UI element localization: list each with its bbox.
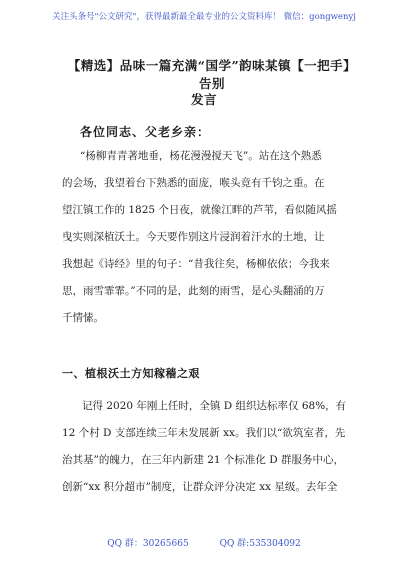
greeting: 各位同志、父老乡亲： xyxy=(80,125,211,139)
document-title-line1: 【精选】品味一篇充满“国学”韵味某镇【一把手】告别 xyxy=(67,58,357,91)
section-heading: 一、植根沃土方知稼穑之艰 xyxy=(62,367,200,380)
paragraph-line: 创新“xx 积分超市”制度，让群众评分决定 xx 星级。去年全 xyxy=(62,481,338,493)
paragraph-1 xyxy=(62,143,362,332)
header-note: 关注头条号"公文研究"，获得最新最全最专业的公文资料库！ 微信：gongwenyj xyxy=(52,12,356,22)
document-title-line2: 发言 xyxy=(190,92,217,107)
paragraph-line: 曳实则深植沃土。今天要作别这片浸润着汗水的土地，让 xyxy=(62,231,325,243)
paragraph-line: 的会场，我望着台下熟悉的面庞，喉头竟有千钧之重。在 xyxy=(62,177,325,189)
paragraph-line: “杨柳青青著地垂，杨花漫漫搅天飞”。站在这个熟悉 xyxy=(80,150,322,162)
footer-qq-left: QQ 群：30265665 xyxy=(107,539,189,549)
paragraph-line: 我想起《诗经》里的句子：“昔我往矣，杨柳依依；今我来 xyxy=(62,258,330,270)
footer-qq-right: QQ 群:535304092 xyxy=(219,539,301,549)
paragraph-line: 治其基”的魄力，在三年内新建 21 个标准化 D 群服务中心， xyxy=(62,454,344,466)
paragraph-line: 12 个村 D 支部连续三年未发展新 xx。我们以“欲筑室者，先 xyxy=(62,427,346,439)
paragraph-line: 思，雨雪霏霏。”不同的是，此刻的雨雪，是心头翻涌的万 xyxy=(62,285,325,297)
paragraph-line: 望江镇工作的 1825 个日夜，就像江畔的芦苇，看似随风摇 xyxy=(62,204,337,216)
paragraph-2 xyxy=(62,393,362,501)
footer xyxy=(0,536,408,549)
paragraph-line: 千情愫。 xyxy=(62,312,104,324)
paragraph-line: 记得 2020 年刚上任时，全镇 D 组织达标率仅 68%，有 xyxy=(82,400,347,412)
